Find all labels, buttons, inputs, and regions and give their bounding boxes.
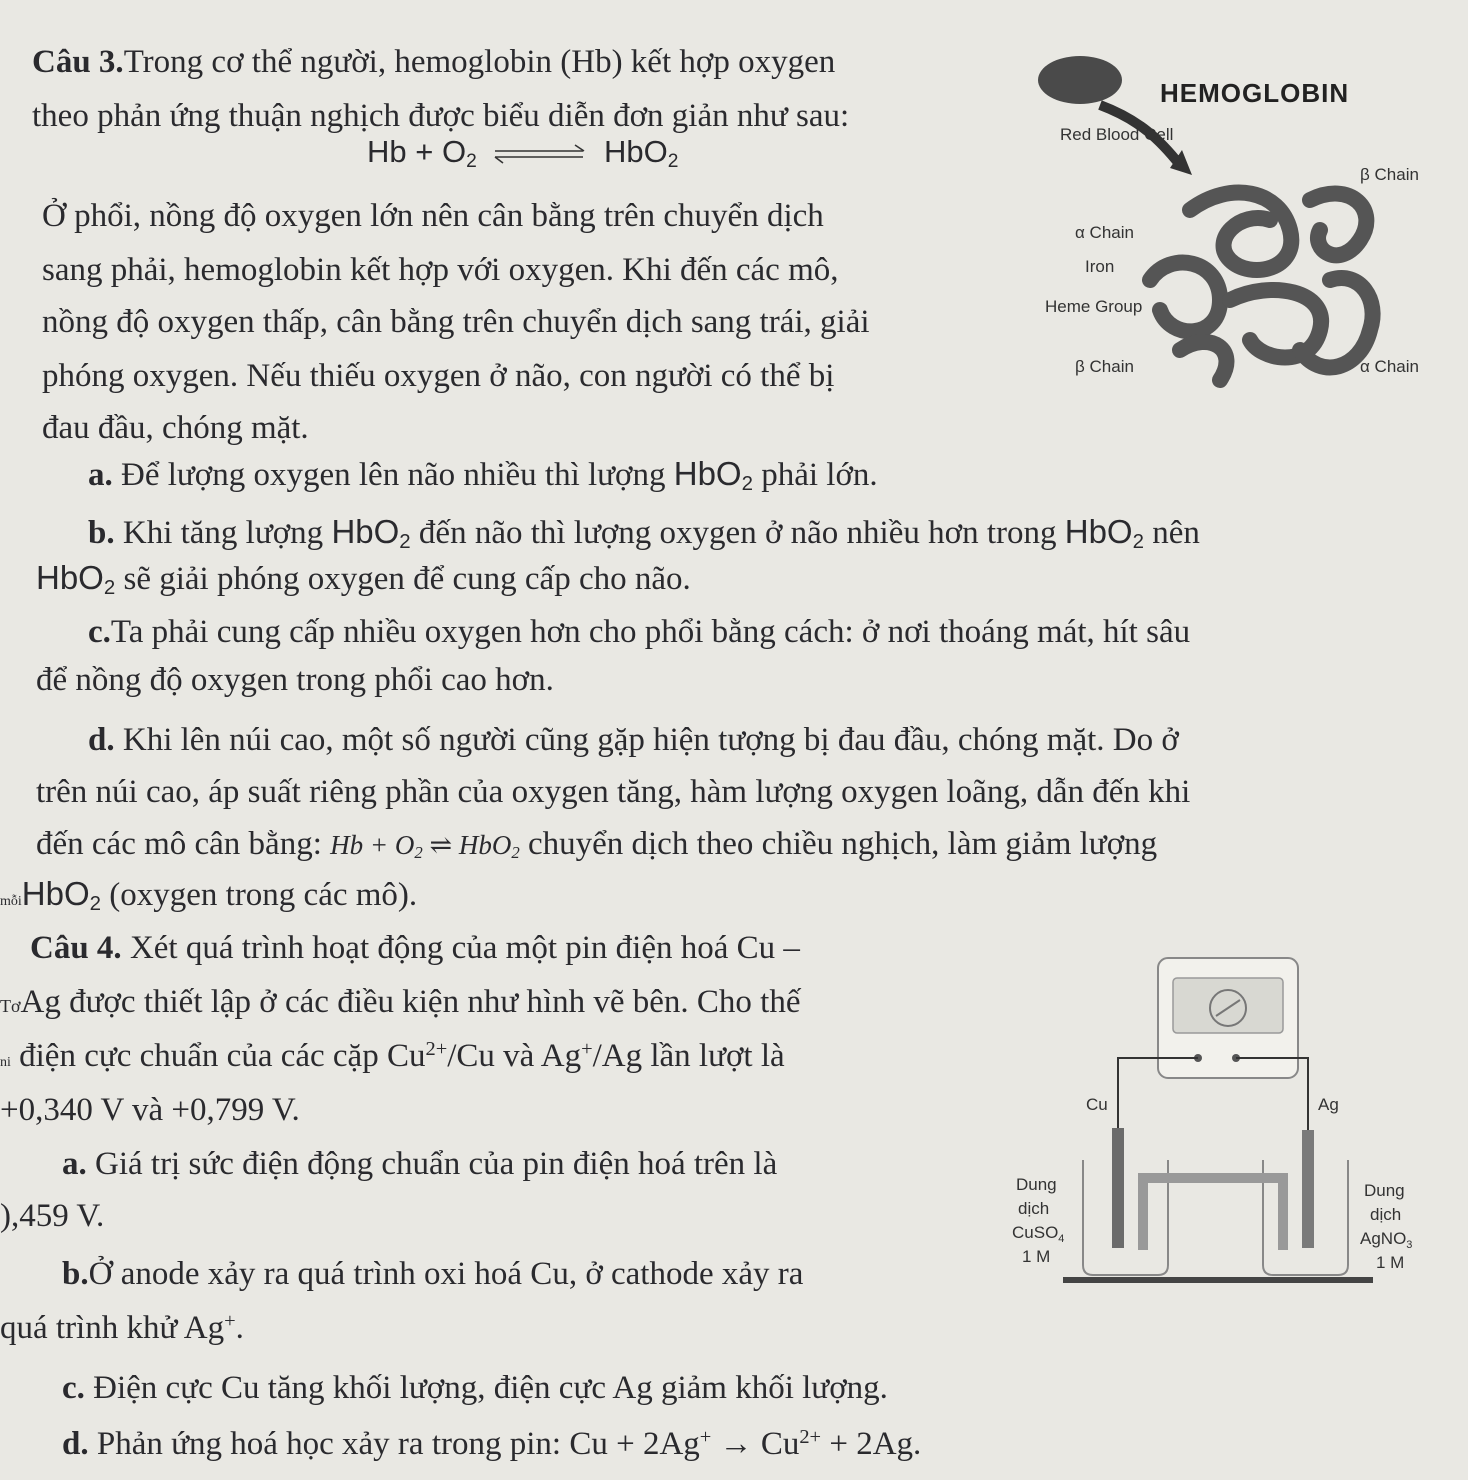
q4-option-b-2 xyxy=(0,1308,244,1348)
q4-title: Câu 4. xyxy=(30,930,122,966)
right-sol-2: dịch xyxy=(1370,1205,1402,1224)
q4-l3-mid: /Cu và Ag xyxy=(447,1038,582,1074)
q3-equation xyxy=(367,134,678,170)
q3-b2-hbo: HbO xyxy=(36,559,104,596)
q3-para-4: phóng oxygen. Nếu thiếu oxygen ở não, con người có thể bị xyxy=(42,358,835,394)
q3-line-1 xyxy=(32,42,835,82)
q4-d-eq-sup2: 2+ xyxy=(799,1425,822,1448)
q4-l2: Ag được thiết lập ở các điều kiện như hình vẽ bên. Cho thế xyxy=(20,984,801,1020)
q3-d3-sub: 2 xyxy=(414,843,423,863)
left-sol-2: dịch xyxy=(1018,1199,1050,1218)
q3-d3-pre: đến các mô cân bằng: xyxy=(36,826,331,862)
q3-option-c xyxy=(88,612,1190,652)
bench-base xyxy=(1063,1277,1373,1283)
q3-title: Câu 3. xyxy=(32,44,124,80)
q3-d4-hbo: HbO xyxy=(21,875,90,912)
right-sol-3 xyxy=(1360,1229,1412,1251)
fig-label-alpha-2: α Chain xyxy=(1360,357,1419,376)
q4-l3-sup2: + xyxy=(581,1037,593,1060)
hemoglobin-title: HEMOGLOBIN xyxy=(1160,78,1350,108)
q3-d-label: d. xyxy=(88,722,115,758)
q3-para-5: đau đầu, chóng mặt. xyxy=(42,410,309,446)
q4-c-text: Điện cực Cu tăng khối lượng, điện cực Ag giảm khối lượng. xyxy=(84,1370,888,1406)
q3-b-hbo: HbO xyxy=(331,513,400,550)
q3-d3-sub-2: 2 xyxy=(511,843,520,863)
cu-electrode xyxy=(1112,1128,1124,1248)
left-sol-3-sub: 4 xyxy=(1058,1233,1065,1245)
q4-option-a xyxy=(62,1144,777,1184)
q4-option-d xyxy=(62,1424,921,1464)
right-sol-3-sub: 3 xyxy=(1406,1239,1413,1251)
q4-b2-sup: + xyxy=(224,1309,236,1332)
q3-b-hbo-2: HbO xyxy=(1064,513,1133,550)
hemoglobin-figure xyxy=(1030,50,1450,410)
voltmeter-icon xyxy=(1158,958,1298,1078)
q3-d4-sub: 2 xyxy=(89,892,102,916)
q4-d-eq-sup: + xyxy=(699,1425,712,1448)
q4-option-a-2: ),459 V. xyxy=(0,1198,105,1234)
q3-line-2: theo phản ứng thuận nghịch được biểu diễn đơn giản như sau: xyxy=(32,98,850,134)
q3-b-sub: 2 xyxy=(399,530,411,554)
q3-b2-post: sẽ giải phóng oxygen để cung cấp cho não. xyxy=(115,561,691,597)
q3-option-d xyxy=(88,720,1179,760)
eq-right: HbO xyxy=(604,134,668,169)
eq-left: Hb + O xyxy=(367,134,467,169)
q3-intro-1: Trong cơ thể người, hemoglobin (Hb) kết hợp oxygen xyxy=(123,44,836,80)
q4-d-eq3: + 2Ag. xyxy=(821,1426,922,1462)
q3-d3-post: chuyển dịch theo chiều nghịch, làm giảm lượng xyxy=(519,826,1158,862)
fig-label-rbc: Red Blood Cell xyxy=(1060,125,1174,144)
q4-c-label: c. xyxy=(62,1370,85,1406)
q3-b-mid: đến não thì lượng oxygen ở não nhiều hơn trong xyxy=(410,515,1065,551)
left-sol-3 xyxy=(1012,1223,1064,1245)
left-sol-1: Dung xyxy=(1016,1175,1057,1194)
q3-a-post: phải lớn. xyxy=(752,457,878,493)
q3-a-hbo: HbO xyxy=(673,455,742,492)
q4-a-text: Giá trị sức điện động chuẩn của pin điện hoá trên là xyxy=(86,1146,778,1182)
eq-sub-right: 2 xyxy=(667,150,679,172)
equilibrium-arrow-icon xyxy=(491,142,589,166)
q4-a-label: a. xyxy=(62,1146,87,1182)
protein-ribbon-icon xyxy=(1150,193,1373,380)
q3-option-d-2: trên núi cao, áp suất riêng phần của oxygen tăng, hàm lượng oxygen loãng, dẫn đến khi xyxy=(36,774,1191,810)
q3-b2-sub: 2 xyxy=(103,576,116,600)
q4-b2-end: . xyxy=(235,1310,244,1346)
q3-d3-eq-a: Hb + O xyxy=(330,830,415,860)
q3-b-pre: Khi tăng lượng xyxy=(114,515,332,551)
q4-b-label: b. xyxy=(62,1256,89,1292)
left-sol-4: 1 M xyxy=(1022,1247,1051,1266)
q3-option-b-2 xyxy=(36,558,691,599)
q3-d3-eq xyxy=(330,830,520,863)
q3-option-d-3 xyxy=(36,824,1157,865)
q3-option-a xyxy=(88,454,878,495)
q3-d-text: Khi lên núi cao, một số người cũng gặp hiện tượng bị đau đầu, chóng mặt. Do ở xyxy=(114,722,1179,758)
q3-c-text: Ta phải cung cấp nhiều oxygen hơn cho phổi bằng cách: ở nơi thoáng mát, hít sâu xyxy=(110,614,1191,650)
q4-l2-prefix: Tơ xyxy=(0,996,21,1016)
eq-sub: 2 xyxy=(466,150,477,172)
fig-label-iron: Iron xyxy=(1085,257,1115,276)
fig-label-beta-1: β Chain xyxy=(1360,165,1419,184)
q3-a-label: a. xyxy=(88,457,113,493)
q3-d4-text: (oxygen trong các mô). xyxy=(101,877,418,913)
q4-d-label: d. xyxy=(62,1426,89,1462)
q4-option-b xyxy=(62,1254,803,1294)
galvanic-cell-figure xyxy=(1008,950,1458,1290)
q4-l3-post: /Ag lần lượt là xyxy=(592,1038,785,1074)
q3-b-label: b. xyxy=(88,515,115,551)
fig-label-heme: Heme Group xyxy=(1045,297,1143,316)
q4-line-3 xyxy=(0,1036,785,1083)
q4-line-4: +0,340 V và +0,799 V. xyxy=(0,1092,300,1128)
q4-option-c xyxy=(62,1368,888,1408)
q3-option-c-2: để nồng độ oxygen trong phổi cao hơn. xyxy=(36,662,554,698)
ag-electrode-label: Ag xyxy=(1318,1095,1339,1114)
q3-option-b xyxy=(88,512,1200,553)
q4-l3-prefix: ni xyxy=(0,1055,11,1070)
q4-b-text: Ở anode xảy ra quá trình oxi hoá Cu, ở cathode xảy ra xyxy=(88,1256,804,1292)
left-sol-3-a: CuSO xyxy=(1012,1223,1059,1242)
q4-b2: quá trình khử Ag xyxy=(0,1310,225,1346)
right-sol-1: Dung xyxy=(1364,1181,1405,1200)
cu-electrode-label: Cu xyxy=(1086,1095,1108,1114)
right-sol-3-a: AgNO xyxy=(1360,1229,1407,1248)
q3-para-2: sang phải, hemoglobin kết hợp với oxygen. Khi đến các mô, xyxy=(42,252,839,288)
q3-a-sub: 2 xyxy=(741,472,753,496)
right-sol-4: 1 M xyxy=(1376,1253,1405,1272)
q4-line-1 xyxy=(30,928,800,968)
q3-d4-prefix: mỗi xyxy=(0,894,22,909)
q3-b-post: nên xyxy=(1143,515,1200,551)
q3-option-d-4 xyxy=(0,874,417,922)
q3-b-sub-2: 2 xyxy=(1132,530,1144,554)
q4-l1: Xét quá trình hoạt động của một pin điện hoá Cu – xyxy=(121,930,800,966)
q4-d-text: Phản ứng hoá học xảy ra trong pin: xyxy=(88,1426,570,1462)
q3-para-1: Ở phổi, nồng độ oxygen lớn nên cân bằng trên chuyển dịch xyxy=(42,198,824,234)
q4-d-eq1: Cu + 2Ag xyxy=(569,1426,700,1462)
fig-label-beta-2: β Chain xyxy=(1075,357,1134,376)
q4-d-eq2: → Cu xyxy=(711,1426,800,1462)
q4-l3-sup1: 2+ xyxy=(425,1037,448,1060)
q3-d3-eq-b: ⇌ HbO xyxy=(422,830,512,860)
q4-l3-pre: điện cực chuẩn của các cặp Cu xyxy=(10,1038,426,1074)
q3-para-3: nồng độ oxygen thấp, cân bằng trên chuyển dịch sang trái, giải xyxy=(42,304,870,340)
q3-a-pre: Để lượng oxygen lên não nhiều thì lượng xyxy=(112,457,674,493)
ag-electrode xyxy=(1302,1130,1314,1248)
q4-line-2 xyxy=(0,982,801,1026)
q3-c-label: c. xyxy=(88,614,111,650)
fig-label-alpha-1: α Chain xyxy=(1075,223,1134,242)
red-blood-cell-icon xyxy=(1038,56,1122,104)
